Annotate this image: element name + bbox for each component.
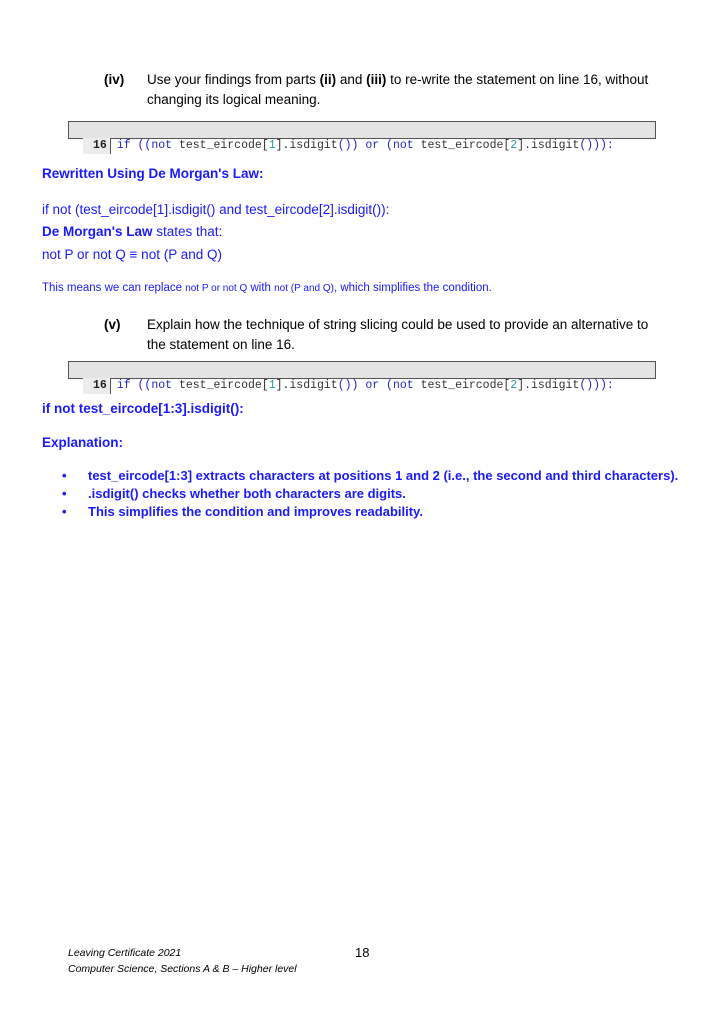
code-token: ())):	[579, 379, 614, 392]
code-token: not	[392, 139, 414, 152]
question-iv-text-line2: changing its logical meaning.	[147, 92, 321, 107]
code-token: ((	[130, 139, 152, 152]
code-token: 1	[268, 139, 276, 152]
answer-iv-heading: Rewritten Using De Morgan's Law:	[42, 166, 264, 181]
code-token: (	[386, 139, 393, 152]
law-rest: states that:	[152, 224, 223, 239]
bullet-item: • This simplifies the condition and improves readability.	[60, 503, 678, 521]
code-token: ())	[337, 139, 359, 152]
question-v-text-line1: Explain how the technique of string slicing could be used to provide an alternative to	[147, 317, 649, 332]
code-token: 2	[510, 379, 518, 392]
footer-subject: Computer Science, Sections A & B – Higher level	[68, 963, 297, 975]
question-iv-ref-ii: (ii)	[319, 72, 337, 87]
line-number: 16	[83, 378, 111, 394]
code-token: test_eircode[	[172, 139, 269, 152]
explanation-part: , which simplifies the condition.	[333, 282, 492, 294]
code-token: ].isdigit	[275, 379, 338, 392]
code-token: test_eircode[	[413, 139, 511, 152]
code-line-box-1	[68, 121, 656, 152]
question-iv-text-part: and	[336, 72, 367, 87]
answer-v-heading: Explanation:	[42, 435, 124, 450]
code-token: not	[151, 379, 173, 392]
code-token: ())):	[579, 139, 614, 152]
answer-iv-formula: not P or not Q ≡ not (P and Q)	[42, 247, 222, 262]
code-token: ())	[337, 379, 359, 392]
code-token: test_eircode[	[172, 379, 269, 392]
code-token: ].isdigit	[517, 139, 580, 152]
answer-iv-explanation	[42, 282, 492, 294]
question-v-text-line2: the statement on line 16.	[147, 337, 295, 352]
explanation-part: not (P and Q)	[274, 283, 334, 294]
answer-v-code: if not test_eircode[1:3].isdigit():	[42, 401, 244, 416]
code-token: ((	[130, 379, 152, 392]
code-token: ].isdigit	[517, 379, 580, 392]
code-token: not	[151, 139, 173, 152]
code-token: if	[116, 139, 131, 152]
code-token: 1	[268, 379, 276, 392]
question-iv-text-part: Use your findings from parts	[147, 72, 320, 87]
line-number: 16	[83, 138, 111, 154]
explanation-part: This means we can replace	[42, 282, 186, 294]
question-iv-text-part: to re-write the statement on line 16, without	[386, 72, 649, 87]
footer-exam-name: Leaving Certificate 2021	[68, 947, 182, 959]
code-token: if	[116, 379, 131, 392]
code-token: not	[392, 379, 414, 392]
code-token: (	[386, 379, 393, 392]
answer-v-bullet-list	[60, 467, 678, 521]
question-iv-text	[147, 70, 667, 110]
code-token: ].isdigit	[275, 139, 338, 152]
code-line-box-2	[68, 361, 656, 392]
code-token: or	[358, 379, 387, 392]
code-token: test_eircode[	[413, 379, 511, 392]
page-number: 18	[355, 945, 370, 960]
explanation-part: not P or not Q	[185, 283, 248, 294]
question-number-iv: (iv)	[104, 72, 125, 87]
bullet-item: • test_eircode[1:3] extracts characters at positions 1 and 2 (i.e., the second and third characters).	[60, 467, 678, 485]
question-number-v: (v)	[104, 317, 121, 332]
code-token: or	[358, 139, 387, 152]
answer-iv-code: if not (test_eircode[1].isdigit() and test_eircode[2].isdigit()):	[42, 202, 390, 217]
explanation-part: with	[247, 282, 275, 294]
question-v-text	[147, 315, 667, 355]
law-name: De Morgan's Law	[42, 224, 153, 239]
code-token: 2	[510, 139, 518, 152]
question-iv-ref-iii: (iii)	[366, 72, 387, 87]
answer-iv-law-statement	[42, 224, 222, 239]
bullet-item: • .isdigit() checks whether both characters are digits.	[60, 485, 678, 503]
